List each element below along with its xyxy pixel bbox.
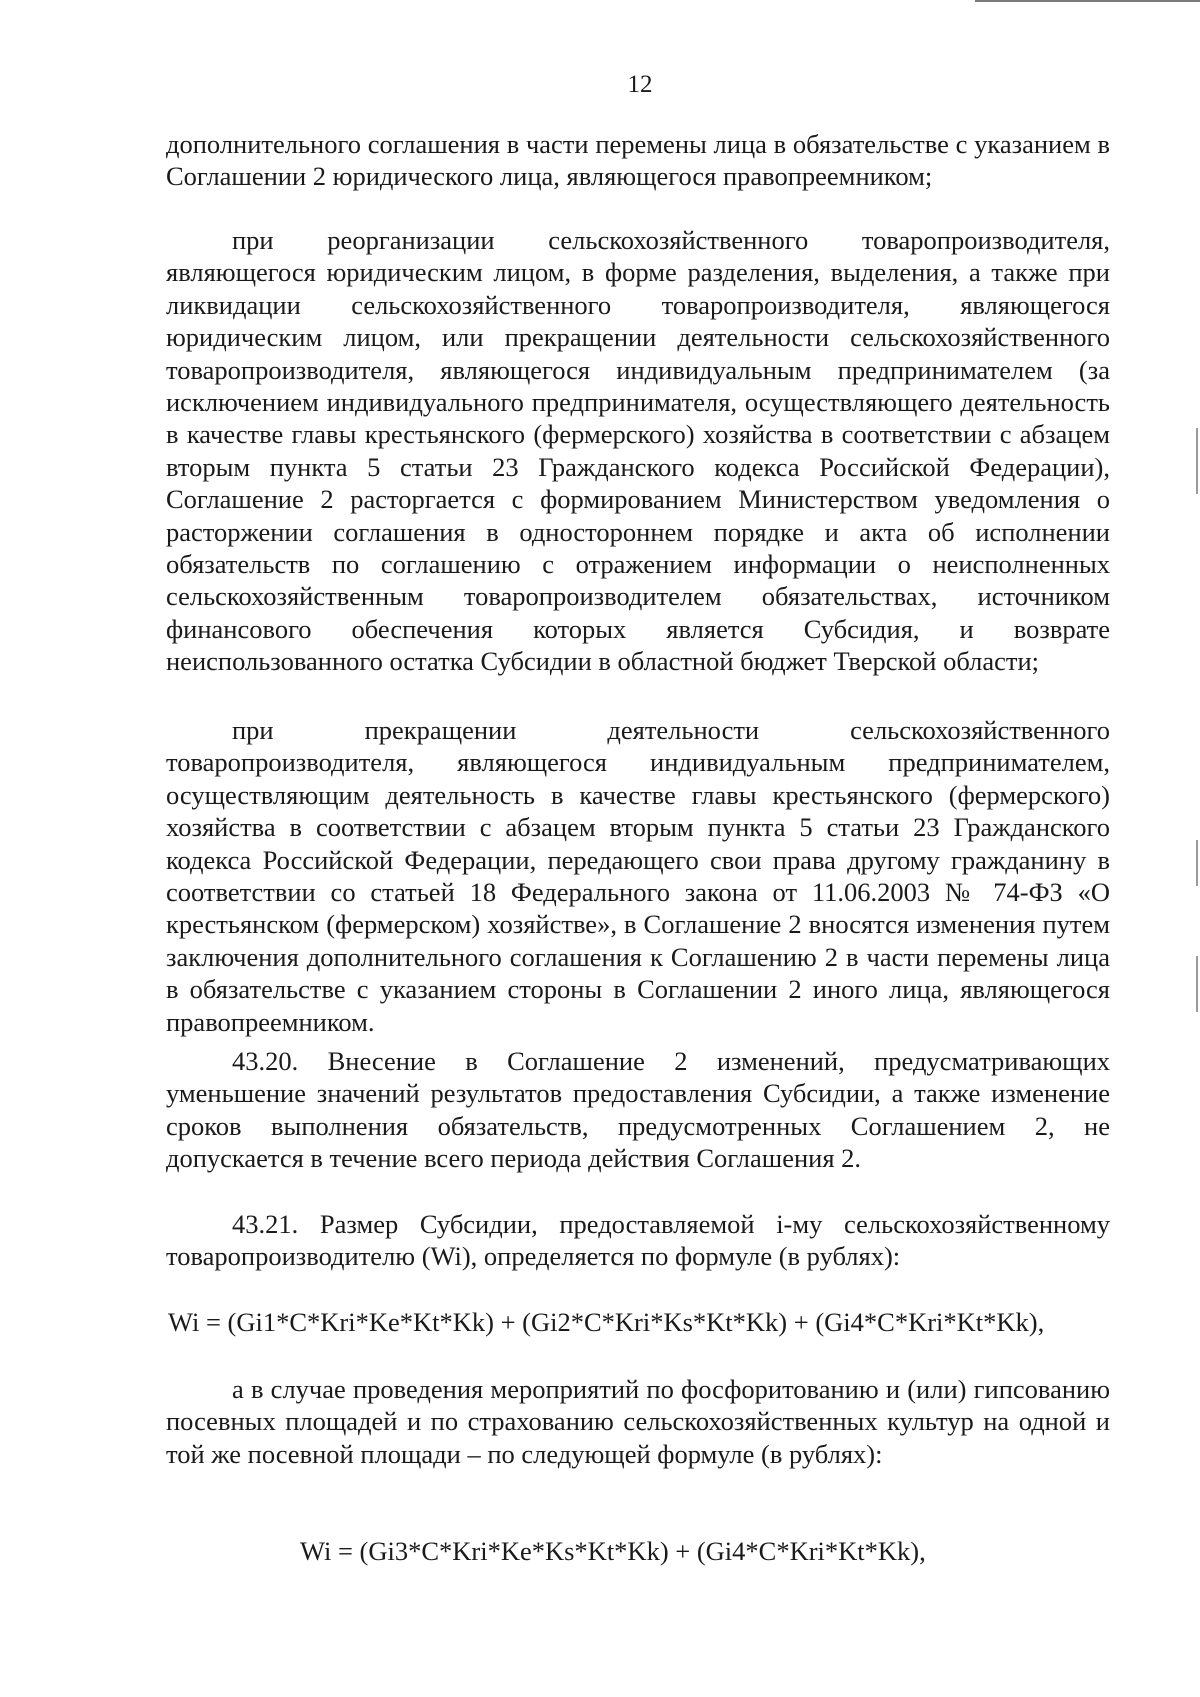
paragraph-termination [166,714,1110,1038]
scan-edge-mark [1196,956,1198,1012]
paragraph-reorganization [166,224,1110,678]
paragraph-text: а в случае проведения мероприятий по фосфоритованию и (или) гипсованию посевных площадей и по страхованию сельскохозяйственных культур на одной и той же посевной площади – по следующей формуле (в рублях): [166,1374,1110,1469]
page-number: 12 [627,71,653,98]
top-edge-rule [975,0,1200,2]
paragraph-text: при реорганизации сельскохозяйственного товаропроизводителя, являющегося юридическим лицом, в форме разделения, выделения, а также при ликвидации сельскохозяйственного товаропроизводителя, являющегося юридическим лицом, или прекращении деятельности сельскохозяйственного товаропроизводителя, являющегося индивидуальным предпринимателем (за исключением индивидуального предпринимателя, осуществляющего деятельность в качестве главы крестьянского (фермерского) хозяйства в соответствии с абзацем вторым пункта 5 статьи 23 Гражданского кодекса Российской Федерации), Соглашение 2 расторгается с формированием Министерством уведомления о расторжении соглашения в одностороннем порядке и акта об исполнении обязательств по соглашению с отражением информации о неисполненных сельскохозяйственным товаропроизводителем обязательствах, источником финансового обеспечения которых является Субсидия, и возврате неиспользованного остатка Субсидии в областной бюджет Тверской области; [166,225,1110,677]
formula-alternative: Wi = (Gi3*C*Kri*Ke*Ks*Kt*Kk) + (Gi4*C*Kri*Kt*Kk), [300,1536,926,1566]
paragraph-text: дополнительного соглашения в части перемены лица в обязательстве с указанием в Соглашении 2 юридического лица, являющегося правопреемником; [166,129,1110,192]
paragraph-alternative-case [166,1373,1110,1470]
clause-43-21 [166,1208,1110,1273]
paragraph-text: 43.21. Размер Субсидии, предоставляемой i-му сельскохозяйственному товаропроизводителю (Wi), определяется по формуле (в рублях): [166,1209,1110,1272]
paragraph-text: при прекращении деятельности сельскохозяйственного товаропроизводителя, являющегося индивидуальным предпринимателем, осуществляющим деятельность в качестве главы крестьянского (фермерского) хозяйства в соответствии с абзацем вторым пункта 5 статьи 23 Гражданского кодекса Российской Федерации, передающего свои права другому гражданину в соответствии со статьей 18 Федерального закона от 11.06.2003 № 74-ФЗ «О крестьянском (фермерском) хозяйстве», в Соглашение 2 вносятся изменения путем заключения дополнительного соглашения к Соглашению 2 в части перемены лица в обязательстве с указанием стороны в Соглашении 2 иного лица, являющегося правопреемником. [166,715,1110,1037]
paragraph-text: 43.20. Внесение в Соглашение 2 изменений, предусматривающих уменьшение значений результатов предоставления Субсидии, а также изменение сроков выполнения обязательств, предусмотренных Соглашением 2, не допускается в течение всего периода действия Соглашения 2. [166,1046,1110,1174]
scan-edge-mark [1196,428,1198,494]
clause-43-20 [166,1045,1110,1175]
scan-edge-mark [1196,840,1198,886]
paragraph-continuation [166,128,1110,193]
formula-main: Wi = (Gi1*C*Kri*Ke*Kt*Kk) + (Gi2*C*Kri*Ks*Kt*Kk) + (Gi4*C*Kri*Kt*Kk), [168,1307,1045,1337]
